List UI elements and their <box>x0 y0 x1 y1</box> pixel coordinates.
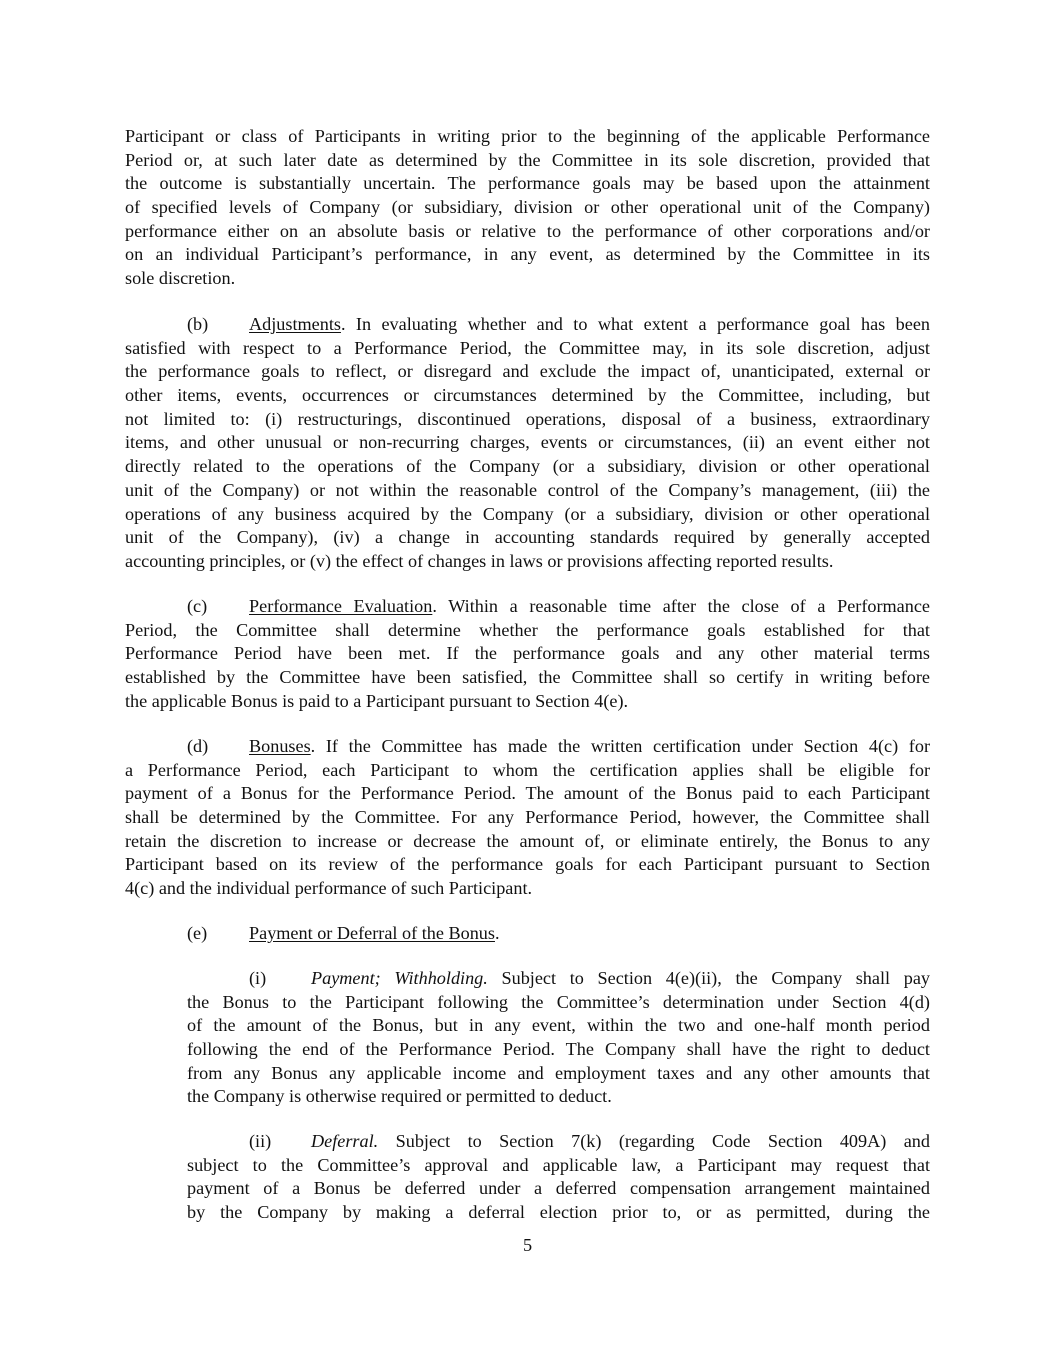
text-line: directly related to the operations of the Company (or a subsidiary, division or other operational <box>125 456 930 477</box>
text-run: Subject to Section 7(k) (regarding Code Section 409A) and <box>378 1131 930 1151</box>
text-line: accounting principles, or (v) the effect of changes in laws or provisions affecting reported results. <box>125 550 834 571</box>
section-first-line <box>125 313 930 337</box>
section-b-adjustments <box>125 313 930 574</box>
section-heading: Adjustments <box>249 314 341 334</box>
text-line: a Performance Period, each Participant to whom the certification applies shall be eligible for <box>125 759 930 780</box>
text-line: unit of the Company), (iv) a change in accounting standards required by generally accepted <box>125 527 930 548</box>
text-line: Participant or class of Participants in writing prior to the beginning of the applicable Performance <box>125 126 930 146</box>
text-line: Performance Period have been met. If the performance goals and any other material terms <box>125 643 930 664</box>
text-line: the performance goals to reflect, or disregard and exclude the impact of, unanticipated, external or <box>125 361 930 382</box>
subsection-label: (ii) <box>249 1131 272 1151</box>
text-line: sole discretion. <box>125 268 236 289</box>
subsection-label: (i) <box>249 968 267 988</box>
section-heading: Performance Evaluation <box>249 596 433 616</box>
text-line: following the end of the Performance Period. The Company shall have the right to deduct <box>187 1039 930 1060</box>
section-label: (b) <box>187 314 209 334</box>
text-line: unit of the Company) or not within the reasonable control of the Company’s management, (iii) the <box>125 479 930 500</box>
text-line: 4(c) and the individual performance of such Participant. <box>125 878 533 899</box>
text-line: Participant based on its review of the performance goals for each Participant pursuant to Section <box>125 854 930 875</box>
subsection-first-line <box>187 1130 930 1154</box>
section-label: (e) <box>187 923 208 943</box>
text-run: . If the Committee has made the written certification under Section 4(c) for <box>310 736 930 756</box>
page-number: 5 <box>522 1235 533 1255</box>
text-line: Period or, at such later date as determined by the Committee in its sole discretion, provided that <box>125 149 930 170</box>
text-run: . Within a reasonable time after the close of a Performance <box>432 596 930 616</box>
text-line: payment of a Bonus be deferred under a deferred compensation arrangement maintained <box>187 1178 930 1199</box>
text-line: the Bonus to the Participant following the Committee’s determination under Section 4(d) <box>187 991 930 1012</box>
text-line: performance either on an absolute basis or relative to the performance of other corporations and/or <box>125 220 930 241</box>
subsection-ii-deferral <box>187 1130 930 1225</box>
subsection-first-line <box>187 967 930 991</box>
text-line: not limited to: (i) restructurings, discontinued operations, disposal of a business, extraordinary <box>125 408 930 429</box>
text-run: . In evaluating whether and to what extent a performance goal has been <box>340 314 930 334</box>
text-line: operations of any business acquired by the Company (or a subsidiary, division or other operational <box>125 503 930 524</box>
text-line: the outcome is substantially uncertain. The performance goals may be based upon the attainment <box>125 173 930 194</box>
section-label: (d) <box>187 736 209 756</box>
text-line: by the Company by making a deferral election prior to, or as permitted, during the <box>187 1202 930 1223</box>
text-line: the Company is otherwise required or permitted to deduct. <box>187 1086 612 1107</box>
text-line: of specified levels of Company (or subsidiary, division or other operational unit of the Company) <box>125 197 930 218</box>
section-label: (c) <box>187 596 208 616</box>
text-line: established by the Committee have been satisfied, the Committee shall so certify in writing before <box>125 667 930 688</box>
subsection-heading: Payment; Withholding. <box>311 968 488 988</box>
text-line: retain the discretion to increase or decrease the amount of, or eliminate entirely, the Bonus to any <box>125 830 930 851</box>
section-first-line <box>125 922 930 946</box>
text-line: payment of a Bonus for the Performance Period. The amount of the Bonus paid to each Participant <box>125 783 930 804</box>
subsection-heading: Deferral. <box>311 1131 379 1151</box>
text-line: on an individual Participant’s performance, in any event, as determined by the Committee in its <box>125 244 930 265</box>
text-line: of the amount of the Bonus, but in any event, within the two and one-half month period <box>187 1015 930 1036</box>
section-heading: Payment or Deferral of the Bonus <box>249 923 495 943</box>
section-first-line <box>125 595 930 619</box>
subsection-i-payment-withholding <box>187 967 930 1109</box>
section-d-bonuses <box>125 735 930 901</box>
text-line: other items, events, occurrences or circumstances determined by the Committee, including, but <box>125 385 930 406</box>
text-line: subject to the Committee’s approval and applicable law, a Participant may request that <box>187 1154 930 1175</box>
text-line: Period, the Committee shall determine whether the performance goals established for that <box>125 619 930 640</box>
section-e-payment-or-deferral <box>125 922 930 946</box>
text-line: from any Bonus any applicable income and employment taxes and any other amounts that <box>187 1062 930 1083</box>
section-first-line <box>125 735 930 759</box>
section-c-performance-evaluation <box>125 595 930 713</box>
text-line: items, and other unusual or non-recurring charges, events or circumstances, (ii) an event either not <box>125 432 930 453</box>
text-line: the applicable Bonus is paid to a Participant pursuant to Section 4(e). <box>125 690 629 711</box>
text-line: shall be determined by the Committee. For any Performance Period, however, the Committee shall <box>125 807 930 828</box>
intro-paragraph <box>125 125 930 291</box>
text-run: . <box>494 923 500 943</box>
text-run: Subject to Section 4(e)(ii), the Company shall pay <box>487 968 931 988</box>
section-heading: Bonuses <box>249 736 311 756</box>
text-line: satisfied with respect to a Performance Period, the Committee may, in its sole discretion, adjust <box>125 337 930 358</box>
